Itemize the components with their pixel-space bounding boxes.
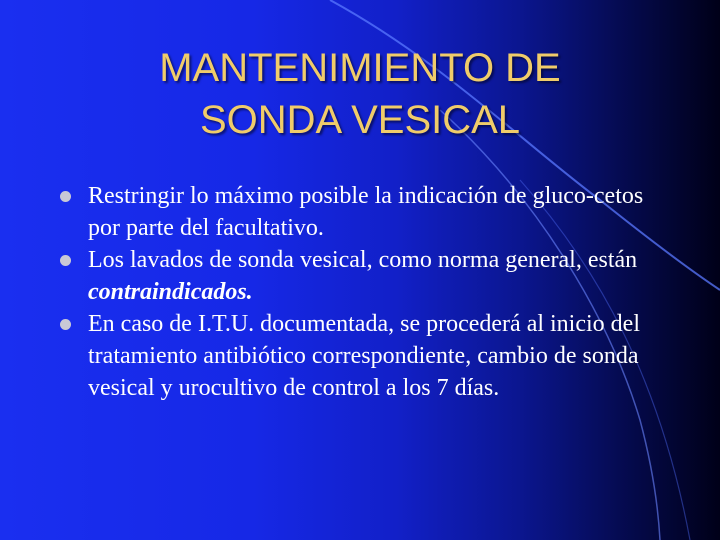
- bullet-item: [60, 308, 660, 404]
- bullet-dot-icon: [60, 319, 71, 330]
- bullet-list: [60, 180, 660, 404]
- bullet-item: [60, 180, 660, 244]
- title-line-1: MANTENIMIENTO DE: [159, 46, 561, 90]
- bullet-item: [60, 244, 660, 308]
- title-line-2: SONDA VESICAL: [199, 98, 521, 142]
- slide-title: [60, 42, 660, 146]
- bullet-emphasis: contraindicados.: [88, 279, 253, 305]
- bullet-text: En caso de I.T.U. documentada, se procederá al inicio del tratamiento antibiótico correspondiente, cambio de sonda vesical y urocultivo de control a los 7 días.: [88, 311, 640, 401]
- bullet-dot-icon: [60, 191, 71, 202]
- bullet-text: Restringir lo máximo posible la indicación de gluco-cetos por parte del facultativo.: [88, 183, 644, 241]
- bullet-dot-icon: [60, 255, 71, 266]
- bullet-text: Los lavados de sonda vesical, como norma general, están: [88, 247, 638, 273]
